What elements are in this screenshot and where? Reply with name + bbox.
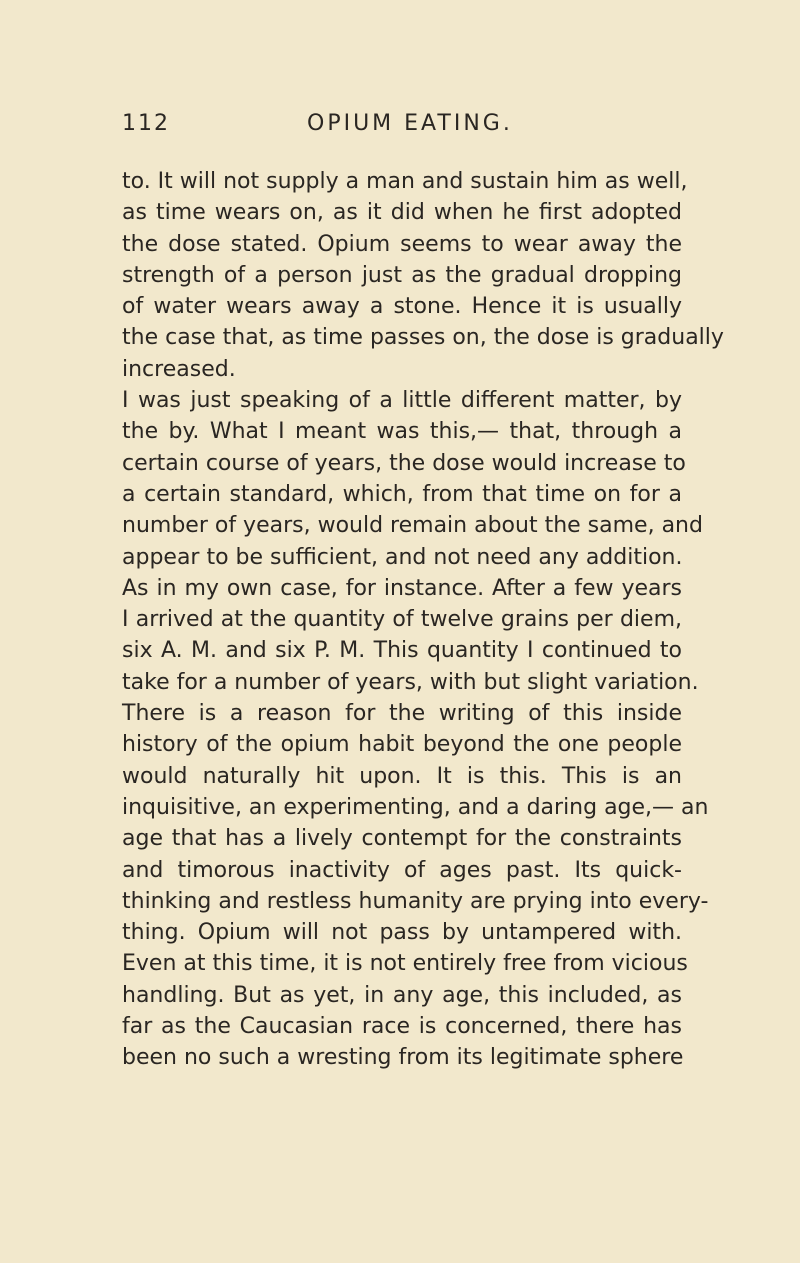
text-line: certain course of years, the dose would increase to bbox=[122, 450, 686, 476]
text-line: as time wears on, as it did when he first adopted bbox=[122, 200, 682, 226]
text-line: a certain standard, which, from that time on for a bbox=[122, 481, 682, 507]
running-head: OPIUM EATING. bbox=[307, 111, 513, 136]
text-line: to. It will not supply a man and sustain him as well, bbox=[122, 169, 688, 194]
text-line: Even at this time, it is not entirely free from vicious bbox=[122, 951, 688, 977]
page-number: 112 bbox=[122, 111, 170, 136]
text-line: far as the Caucasian race is concerned, there has bbox=[122, 1014, 682, 1040]
text-line: increased. bbox=[122, 356, 236, 382]
text-line: I arrived at the quantity of twelve grains per diem, bbox=[122, 607, 682, 633]
text-line: the case that, as time passes on, the dose is gradually bbox=[122, 325, 724, 351]
text-line: thing. Opium will not pass by untampered with. bbox=[122, 920, 682, 946]
text-line: inquisitive, an experimenting, and a daring age,— an bbox=[122, 794, 709, 820]
text-line: handling. But as yet, in any age, this included, as bbox=[122, 982, 682, 1008]
text-line: There is a reason for the writing of this inside bbox=[122, 701, 682, 727]
page-header bbox=[122, 111, 682, 141]
body-text bbox=[122, 166, 724, 1074]
text-line: I was just speaking of a little different matter, by bbox=[122, 388, 682, 414]
text-line: would naturally hit upon. It is this. This is an bbox=[122, 763, 682, 789]
text-line: and timorous inactivity of ages past. Its quick- bbox=[122, 857, 682, 883]
text-line: appear to be sufficient, and not need any addition. bbox=[122, 544, 683, 570]
text-line: the dose stated. Opium seems to wear away the bbox=[122, 231, 682, 257]
text-line: As in my own case, for instance. After a few years bbox=[122, 575, 682, 601]
text-line: take for a number of years, with but slight variation. bbox=[122, 669, 699, 695]
text-line: thinking and restless humanity are prying into every- bbox=[122, 888, 709, 914]
text-line: age that has a lively contempt for the constraints bbox=[122, 826, 682, 852]
text-line: strength of a person just as the gradual dropping bbox=[122, 262, 682, 288]
text-line: been no such a wresting from its legitimate sphere bbox=[122, 1045, 684, 1071]
text-line: the by. What I meant was this,— that, through a bbox=[122, 419, 682, 445]
text-line: six A. M. and six P. M. This quantity I continued to bbox=[122, 638, 682, 664]
text-line: of water wears away a stone. Hence it is usually bbox=[122, 294, 682, 320]
text-line: number of years, would remain about the same, and bbox=[122, 513, 703, 539]
text-line: history of the opium habit beyond the one people bbox=[122, 732, 682, 758]
